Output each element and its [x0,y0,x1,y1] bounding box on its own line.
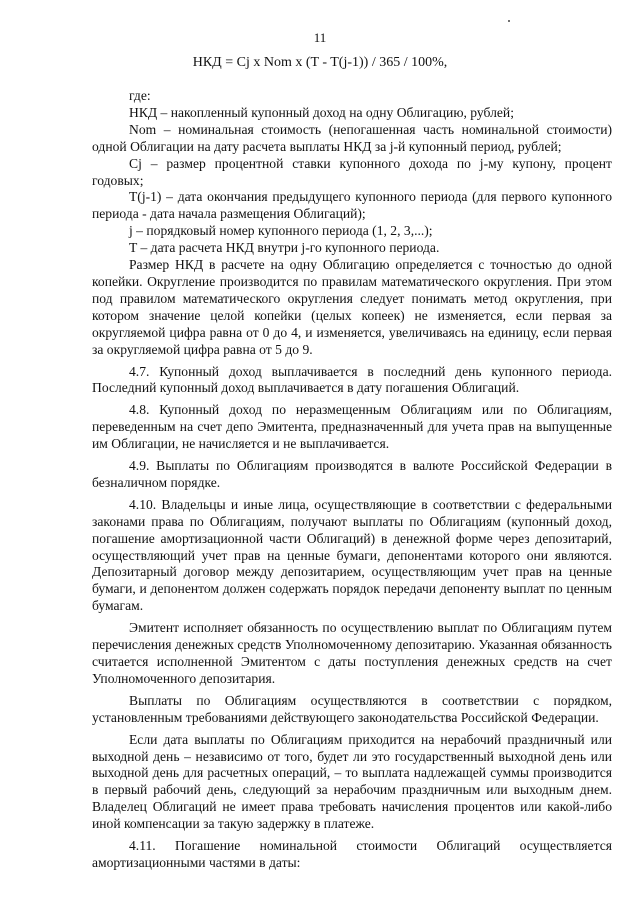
paragraph: Если дата выплаты по Облигациям приходится на нерабочий праздничный или выходной день – независимо от того, будет ли это государственный выходной день или выходной день для расчетных операций, – то выплата надлежащей суммы производится в первый рабочий день, следующий за нерабочим праздничным или выходным днем. Владелец Облигаций не имеет права требовать начисления процентов или какой-либо иной компенсации за такую задержку в платеже. [92,731,612,832]
paragraph: j – порядковый номер купонного периода (1, 2, 3,...); [129,223,433,239]
paragraph: 4.11. Погашение номинальной стоимости Облигаций осуществляется амортизационными частями в даты: [92,838,612,870]
body-text [92,88,612,872]
scan-speck [508,20,510,22]
paragraph: Выплаты по Облигациям осуществляются в соответствии с порядком, установленным требованиями действующего законодательства Российской Федерации. [92,692,612,725]
paragraph: НКД – накопленный купонный доход на одну Облигацию, рублей; [129,104,514,120]
paragraph: Nom – номинальная стоимость (непогашенная часть номинальной стоимости) одной Облигации на дату расчета выплаты НКД за j-й купонный период, рублей; [92,121,612,154]
paragraph: 4.9. Выплаты по Облигациям производятся в валюте Российской Федерации в безналичном порядке. [92,458,612,490]
paragraph: Cj – размер процентной ставки купонного дохода по j-му купону, процент годовых; [92,155,612,188]
paragraph: Эмитент исполняет обязанность по осуществлению выплат по Облигациям путем перечисления денежных средств Уполномоченному депозитарию. Указанная обязанность считается исполненной Эмитентом с даты поступления денежных средств на счет Уполномоченного депозитария. [92,620,612,686]
paragraph: 4.8. Купонный доход по неразмещенным Облигациям или по Облигациям, переведенным на счет депо Эмитента, предназначенный для учета прав на выпущенные им Облигации, не начисляется и не выплачивается. [92,402,612,452]
paragraph: где: [129,88,151,103]
paragraph: T(j-1) – дата окончания предыдущего купонного периода (для первого купонного периода - дата начала размещения Облигаций); [92,189,612,222]
paragraph: Размер НКД в расчете на одну Облигацию определяется с точностью до одной копейки. Округление производится по правилам математического округления. При этом под правилом математического округления следует понимать метод округления, при котором значение целой копейки (целых копеек) не изменяется, если первая за округляемой цифра равна от 0 до 4, и изменяется, увеличиваясь на единицу, если первая за округляемой цифра равна от 5 до 9. [92,257,612,357]
paragraph: 4.7. Купонный доход выплачивается в последний день купонного периода. Последний купонный доход выплачивается в дату погашения Облигаций. [92,363,612,396]
page-number: 11 [313,30,327,45]
paragraph: T – дата расчета НКД внутри j-го купонного периода. [129,240,440,256]
nkd-formula: НКД = Cj x Nom x (T - T(j-1)) / 365 / 100%, [192,55,448,70]
paragraph: 4.10. Владельцы и иные лица, осуществляющие в соответствии с федеральными законами права по Облигациям, получают выплаты по Облигациям (купонный доход, погашение амортизационной части Облигаций) в денежной форме через депозитарий, осуществляющий учет прав на ценные бумаги, депонентами которого они являются. Депозитарный договор между депозитарием, осуществляющим учет прав на ценные бумаги, и депонентом должен содержать порядок передачи депоненту выплат по ценным бумагам. [92,496,612,614]
